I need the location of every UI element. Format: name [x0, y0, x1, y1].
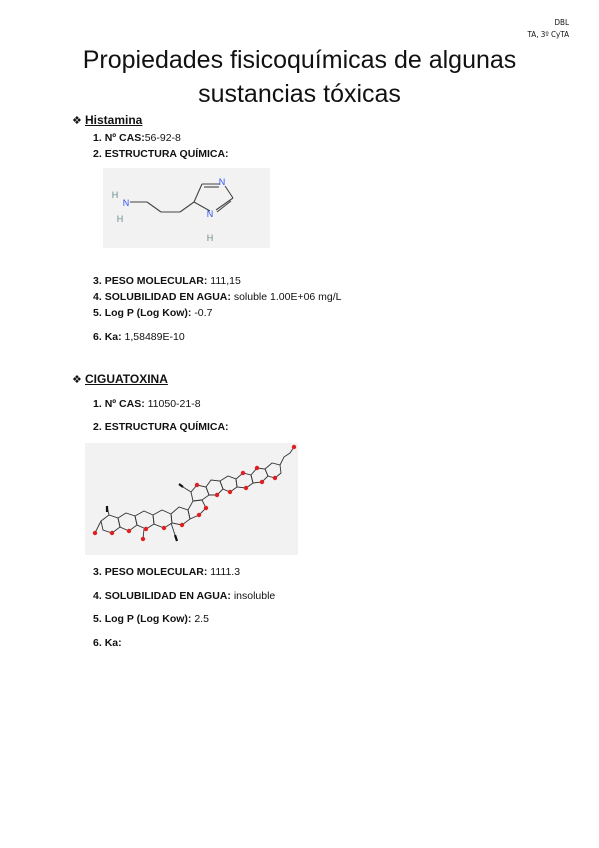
ciguatoxina-item-weight	[93, 566, 240, 578]
item-number: 5.	[93, 613, 102, 625]
item-label: SOLUBILIDAD EN AGUA:	[104, 291, 231, 303]
hydrogen-atom-label: H	[206, 233, 214, 243]
section-heading-histamina	[72, 113, 142, 127]
item-label: Ka:	[104, 637, 122, 649]
ciguatoxina-item-cas	[93, 398, 201, 410]
histamina-item-weight	[93, 275, 241, 287]
item-number: 5.	[93, 307, 102, 319]
section-name: CIGUATOXINA	[85, 372, 168, 386]
title-line-1: Propiedades fisicoquímicas de algunas	[82, 46, 517, 74]
item-label: SOLUBILIDAD EN AGUA:	[104, 590, 231, 602]
page-title	[0, 43, 599, 111]
item-value: 1111.3	[210, 566, 241, 578]
nitrogen-atom-label: N	[206, 209, 214, 219]
ciguatoxina-item-structure	[93, 421, 229, 433]
nitrogen-atom-label: N	[218, 177, 226, 187]
histamina-item-ka	[93, 331, 185, 343]
item-value: 11050-21-8	[147, 398, 201, 410]
item-value: 1,58489E-10	[124, 331, 185, 343]
item-number: 1.	[93, 132, 102, 144]
item-value: 111,15	[210, 275, 241, 287]
item-value: soluble 1.00E+06 mg/L	[233, 291, 342, 303]
histamina-item-cas	[93, 132, 181, 144]
item-number: 3.	[93, 275, 102, 287]
item-value: insoluble	[233, 590, 276, 602]
histamine-structure-svg	[103, 168, 270, 248]
ciguatoxina-item-logp	[93, 613, 209, 625]
item-label: Nº CAS:	[104, 132, 145, 144]
item-value: 56-92-8	[144, 132, 181, 144]
item-label: ESTRUCTURA QUÍMICA:	[104, 421, 229, 433]
item-label: Ka:	[104, 331, 122, 343]
item-number: 3.	[93, 566, 102, 578]
item-label: PESO MOLECULAR:	[104, 566, 208, 578]
item-number: 4.	[93, 590, 102, 602]
hydrogen-atom-label: H	[111, 190, 119, 200]
item-number: 2.	[93, 421, 102, 433]
header-line-2: TA, 3º CyTA	[527, 30, 569, 39]
header-initials	[528, 17, 570, 41]
ciguatoxin-structure-svg	[85, 443, 298, 555]
section-heading-ciguatoxina	[72, 372, 168, 386]
item-number: 6.	[93, 331, 102, 343]
item-label: Log P (Log Kow):	[104, 613, 192, 625]
ciguatoxin-structure-image	[85, 443, 298, 555]
histamina-item-solubility	[93, 291, 342, 303]
nitrogen-atom-label: N	[122, 198, 130, 208]
item-number: 1.	[93, 398, 102, 410]
header-line-1: DBL	[554, 18, 569, 27]
item-label: PESO MOLECULAR:	[104, 275, 208, 287]
item-value: -0.7	[194, 307, 213, 319]
item-number: 6.	[93, 637, 102, 649]
diamond-bullet-icon: ❖	[72, 115, 82, 127]
histamina-item-structure	[93, 148, 229, 160]
histamina-item-logp	[93, 307, 212, 319]
ciguatoxina-item-ka	[93, 637, 122, 649]
ciguatoxina-item-solubility	[93, 590, 275, 602]
item-label: Nº CAS:	[104, 398, 145, 410]
item-value: 2.5	[194, 613, 209, 625]
item-label: Log P (Log Kow):	[104, 307, 192, 319]
title-line-2: sustancias tóxicas	[198, 80, 401, 108]
histamine-structure-image	[103, 168, 270, 248]
hydrogen-atom-label: H	[116, 214, 124, 224]
item-number: 4.	[93, 291, 102, 303]
item-number: 2.	[93, 148, 102, 160]
item-label: ESTRUCTURA QUÍMICA:	[104, 148, 229, 160]
section-name: Histamina	[85, 113, 143, 127]
diamond-bullet-icon: ❖	[72, 374, 82, 386]
